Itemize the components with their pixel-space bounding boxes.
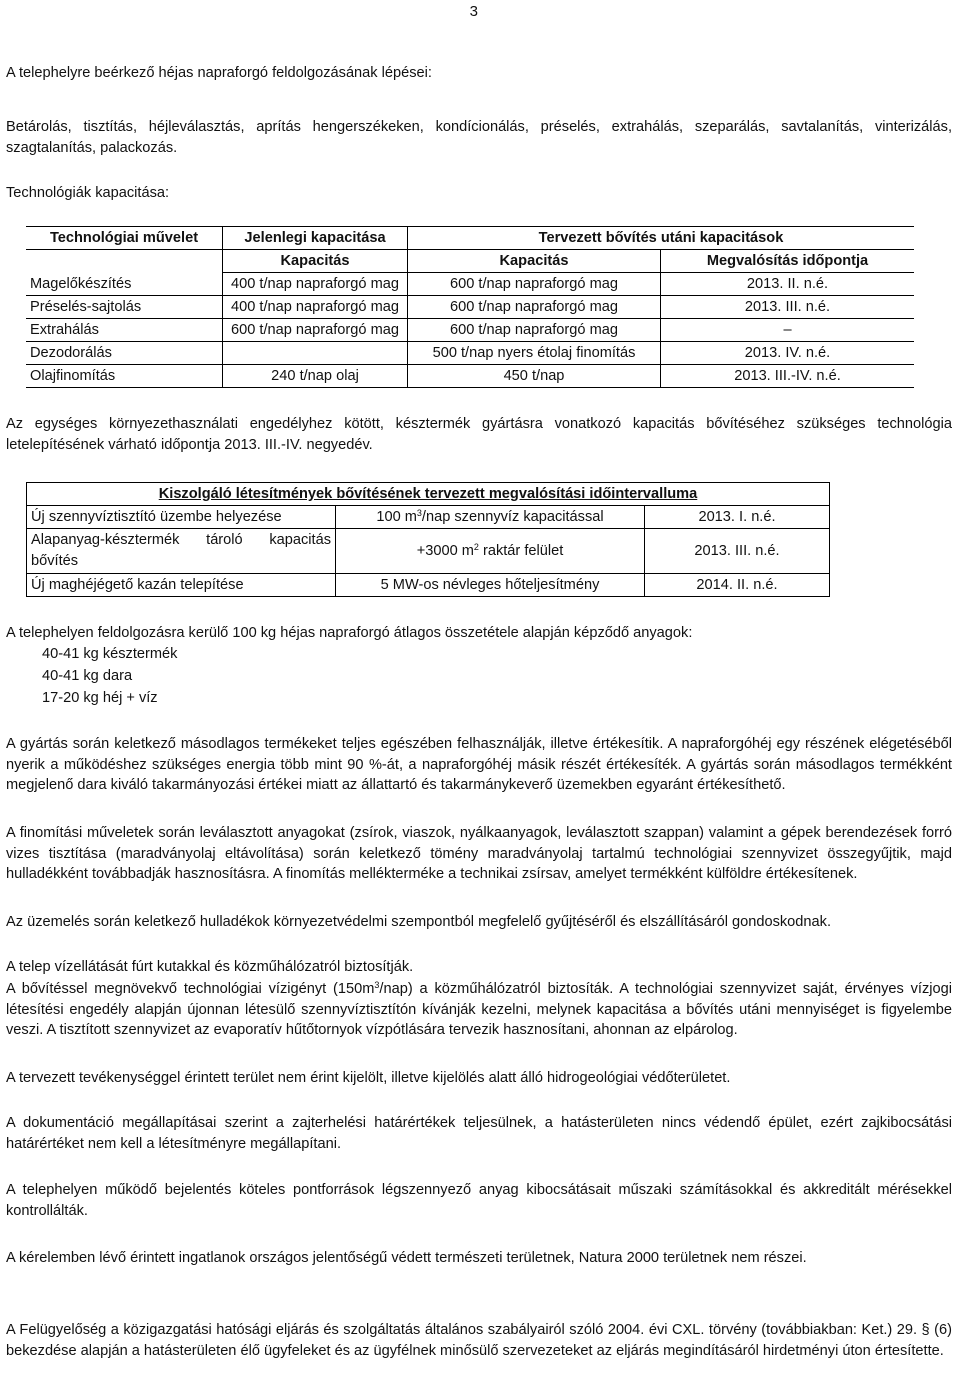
cell-date: 2013. III. n.é. — [661, 296, 915, 319]
paragraph-air: A telephelyen működő bejelentés köteles pontforrások légszennyező anyag kibocsátásait műszaki számításokkal és akkreditált mérésekkel kontrollálták. — [6, 1182, 952, 1219]
list-item: 40-41 kg dara — [42, 668, 133, 684]
cell-planned: 450 t/nap — [408, 365, 661, 388]
cell-operation: Magelőkészítés — [26, 273, 223, 296]
table-title-row — [27, 483, 830, 506]
subheader-planned-capacity: Kapacitás — [408, 250, 661, 273]
cell-operation: Dezodorálás — [26, 342, 223, 365]
paragraph-noise: A dokumentáció megállapításai szerint a zajterhelési határértékek teljesülnek, a hatásterületen nincs védendő épület, ezért zajkibocsátási határértéket nem kell a létesítményre megállapítani. — [6, 1115, 952, 1152]
subheader-current-capacity: Kapacitás — [223, 250, 408, 273]
list-item: 40-41 kg késztermék — [42, 646, 178, 662]
col-header-planned: Tervezett bővítés utáni kapacitások — [408, 227, 915, 250]
subheader-planned-date: Megvalósítás időpontja — [661, 250, 915, 273]
cell-current: 400 t/nap napraforgó mag — [223, 296, 408, 319]
cell-current: 400 t/nap napraforgó mag — [223, 273, 408, 296]
col-header-current: Jelenlegi kapacitása — [223, 227, 408, 250]
paragraph-refining: A finomítási műveletek során leválasztott anyagokat (zsírok, viaszok, nyálkaanyagok, leválasztott szappan) valamint a gépek berendezések forró vizes tisztítása (maradványolaj eltávolítása) során keletkező tömény maradványolaj tartalmú technológiai szennyvizet összegyűjtik, majd hulladékként továbbadják hasznosításra. A finomítás mellékterméke a technikai zsírsav, amelyet termékként külföldre értékesítenek. — [6, 825, 952, 882]
permit-paragraph: Az egységes környezethasználati engedélyhez kötött, késztermék gyártásra vonatkozó kapacitás bővítéséhez szükséges technológia letelepítésének várható időpontja 2013. III.-IV. negyedév. — [6, 416, 952, 453]
cell-planned: 500 t/nap nyers étolaj finomítás — [408, 342, 661, 365]
paragraph-hydrogeology: A tervezett tevékenységgel érintett terület nem érint kijelölt, illetve kijelölés alatt álló hidrogeológiai védőterületet. — [6, 1070, 731, 1086]
table-row — [27, 506, 830, 529]
table-row — [26, 296, 914, 319]
cell-planned: 600 t/nap napraforgó mag — [408, 296, 661, 319]
paragraph-byproducts: A gyártás során keletkező másodlagos termékeket teljes egészében felhasználják, illetve értékesítik. A napraforgóhéj egy részének elégetéséből nyerik a működéshez szükséges energia több mint 90 %-át, a napraforgóhéj másik részét értékesíték. A gyártás során másodlagos termékként megjelenő dara kiváló takarmányozási értékei miatt az állattartó és takarmánykeverő üzemekben egyaránt értékesíthető. — [6, 736, 952, 793]
steps-paragraph: Betárolás, tisztítás, héjleválasztás, aprítás hengerszékeken, kondícionálás, préselés, extrahálás, szeparálás, savtalanítás, vinterizálás, szagtalanítás, palackozás. — [6, 119, 952, 156]
paragraph-water-supply: A telep vízellátását fúrt kutakkal és közműhálózatról biztosítják. — [6, 959, 414, 975]
cell-date: 2013. I. n.é. — [645, 506, 830, 529]
list-item: 17-20 kg héj + víz — [42, 690, 158, 706]
technology-capacity-table — [26, 226, 914, 388]
cell-detail: 100 $m^3$/nap szennyvíz kapacitással — [336, 506, 645, 529]
cell-detail: 5 MW-os névleges hőteljesítmény — [336, 574, 645, 597]
cell-operation: Olajfinomítás — [26, 365, 223, 388]
cell-operation: Extrahálás — [26, 319, 223, 342]
cell-current: 600 t/nap napraforgó mag — [223, 319, 408, 342]
section-heading: A telephelyre beérkező héjas napraforgó feldolgozásának lépései: — [6, 65, 432, 81]
paragraph-waste: Az üzemelés során keletkező hulladékok környezetvédelmi szempontból megfelelő gyűjtéséről és elszállításáról gondoskodnak. — [6, 914, 831, 930]
table-row — [26, 365, 914, 388]
cell-item: Alapanyag-késztermék tároló kapacitás bővítés — [27, 529, 336, 574]
table-header-row — [26, 227, 914, 250]
cell-current: 240 t/nap olaj — [223, 365, 408, 388]
service-facilities-table — [26, 482, 830, 597]
capacity-heading: Technológiák kapacitása: — [6, 185, 170, 201]
cell-date: 2013. III. n.é. — [645, 529, 830, 574]
table-row — [27, 529, 830, 574]
cell-item: Új maghéjégető kazán telepítése — [27, 574, 336, 597]
table-row — [26, 273, 914, 296]
table-subheader-row — [26, 250, 914, 273]
cell-detail: +3000 $m^2$ raktár felület — [336, 529, 645, 574]
cell-date: 2013. II. n.é. — [661, 273, 915, 296]
cell-planned: 600 t/nap napraforgó mag — [408, 273, 661, 296]
cell-planned: 600 t/nap napraforgó mag — [408, 319, 661, 342]
cell-date: 2013. IV. n.é. — [661, 342, 915, 365]
col-header-operation: Technológiai művelet — [26, 227, 223, 250]
table-row — [27, 574, 830, 597]
page-number: 3 — [469, 3, 478, 20]
cell-current — [223, 342, 408, 365]
table-row — [26, 319, 914, 342]
composition-intro: A telephelyen feldolgozásra kerülő 100 kg héjas napraforgó átlagos összetétele alapján képződő anyagok: — [6, 625, 693, 641]
cell-operation: Préselés-sajtolás — [26, 296, 223, 319]
cell-date: 2013. III.-IV. n.é. — [661, 365, 915, 388]
paragraph-protected-areas: A kérelemben lévő érintett ingatlanok országos jelentőségű védett természeti területnek, Natura 2000 területnek nem részei. — [6, 1250, 807, 1266]
cell-item: Új szennyvíztisztító üzembe helyezése — [27, 506, 336, 529]
service-table-title: Kiszolgáló létesítmények bővítésének tervezett megvalósítási időintervalluma — [27, 483, 830, 506]
cell-date: 2014. II. n.é. — [645, 574, 830, 597]
paragraph-water-demand: A bővítéssel megnövekvő technológiai vízigényt $(150m^3/nap)$ a közműhálózatról biztosíták. A technológiai szennyvizet saját, érvényes vízjogi létesítési engedély alapján újonnan létesülő szennyvíztisztítón kívánják kezelni, melynek kapacitása a bővítés utáni mennyiséget is figyelembe veszi. A tisztított szennyvizet az evaporatív hűtőtornyok vízpótlására tervezik hasznosítani, ahonnan az elpárolog. — [6, 980, 952, 1038]
paragraph-legal-notice: A Felügyelőség a közigazgatási hatósági eljárás és szolgáltatás általános szabályairól szóló 2004. évi CXL. törvény (továbbiakban: Ket.) 29. § (6) bekezdése alapján a hatásterületen élő ügyfeleket és az ügyfélnek minősülő szervezeteket az eljárás megindításáról hirdetményi úton értesítette. — [6, 1322, 952, 1359]
cell-date: – — [661, 319, 915, 342]
table-row — [26, 342, 914, 365]
